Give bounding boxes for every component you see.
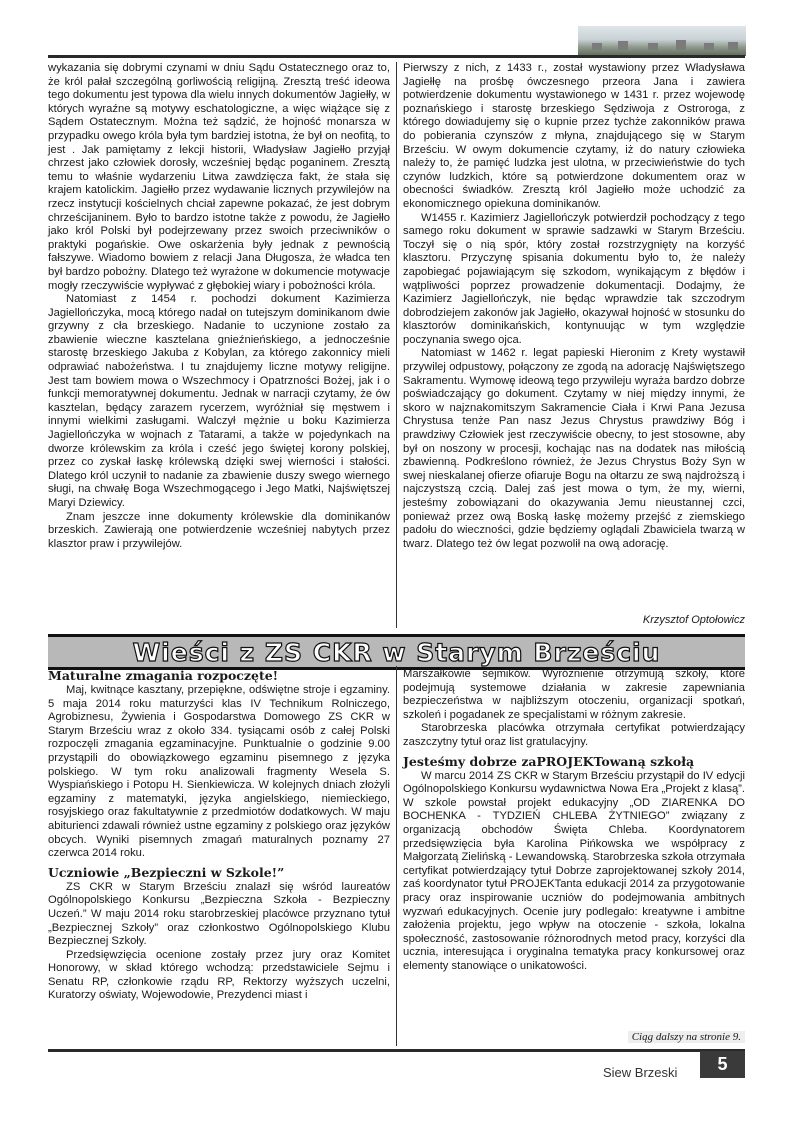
header-photo — [578, 26, 746, 56]
article-column-right — [403, 62, 745, 551]
news-heading: Maturalne zmagania rozpoczęte! — [48, 668, 279, 683]
news-paragraph: W marcu 2014 ZS CKR w Starym Brześciu przystąpił do IV edycji Ogólnopolskiego Konkursu wydawnictwa Nowa Era „Projekt z klasą”. W szkole powstał projekt edukacyjny „OD ZIARENKA DO BOCHENKA - TYDZIEŃ CHLEBA ŻYTNIEGO” związany z organizacją obchodów Święta Chleba. Koordynatorem przedsięwzięcia była Karolina Pińkowska we współpracy z Małgorzatą Zielińską - Lewandowską. Starobrzeska szkoła otrzymała certyfikat potwierdzający tytuł Dobrze zaprojektowanej szkoły 2014, zaś koordynator tytuł PROJEKTanta edukacji 2014 za przygotowanie pracy oraz inspirowanie uczniów do podejmowania ambitnych wyzwań edukacyjnych. Ocenie jury podlegało: kreatywne i ambitne założenia projektu, jego wpływ na otoczenie - szkoła, lokalna społeczność, zastosowanie różnorodnych metod pracy, korzyści dla ucznia, interesująca i oryginalna tematyka pracy konkursowej oraz elementy stanowiące o unikatowości. — [403, 769, 745, 972]
news-heading: Jesteśmy dobrze zaPROJEKTowaną szkołą — [403, 753, 695, 769]
section-banner — [48, 634, 745, 670]
column-divider — [396, 666, 397, 1046]
magazine-name: Siew Brzeski — [603, 1065, 678, 1080]
news-paragraph: ZS CKR w Starym Brześciu znalazł się wśród laureatów Ogólnopolskiego Konkursu „Bezpieczna Szkoła - Bezpieczny Uczeń.” W maju 2014 roku starobrzeskiej placówce przyznano tytuł „Bezpiecznej Szkoły” oraz członkostwo Ogólnopolskiego Klubu Bezpiecznej Szkoły. — [48, 880, 390, 948]
paragraph: Natomiast w 1462 r. legat papieski Hieronim z Krety wystawił przywilej odpustowy, połączony ze zgodą na adorację Najświętszego Sakramentu. Wymowę ideową tego przywileju wyraża bardzo dobrze poświadczający go dokument. Czytamy w niej między innymi, że skoro w najznakomitszym Sakramencie Ciała i Krwi Pana Jezusa Chrystusa tenże Pan nasz Jezus Chrystus prawdziwy Bóg i prawdziwy Człowiek jest rzeczywiście obecny, to jest stosowne, aby był on noszony w procesji, kochając nas na dodatek nas miłością zbawienną. Podkreślono również, że Jezus Chrystus Boży Syn w swej nieskalanej ofierze ofiaruje Bogu na ołtarzu ze swą najdroższą i najczystszą czcią. Dalej zaś jest mowa o tym, że my, wierni, jesteśmy zobowiązani do okazywania Jemu nieustannej czci, ponieważ przez ową Boską łaskę możemy przejść z ziemskiego padołu do wieczności, gdzie będziemy oglądali Zbawiciela twarzą w twarz. Dlatego też ów legat pozwolił na ową adorację. — [403, 347, 745, 550]
column-divider — [396, 62, 397, 628]
news-column-left — [48, 668, 390, 1003]
paragraph: Znam jeszcze inne dokumenty królewskie dla dominikanów brzeskich. Zawierają one potwierdzenie wcześniej nabytych przez klasztor praw i przywilejów. — [48, 510, 390, 550]
article-column-left — [48, 62, 390, 551]
page-number: 5 — [700, 1051, 745, 1078]
news-paragraph: Marszałkowie sejmików. Wyróżnienie otrzymują szkoły, które podejmują systemowe działania w zakresie zapewniania bezpieczeństwa w najbliższym otoczeniu, organizacji spotkań, szkoleń i pogadanek ze specjalistami w różnym zakresie. — [403, 668, 745, 721]
news-paragraph: Przedsięwzięcia ocenione zostały przez jury oraz Komitet Honorowy, w skład którego wchodzą: przedstawiciele Sejmu i Senatu RP, członkowie rządu RP, Rektorzy wyższych uczelni, Kuratorzy oświaty, Wojewodowie, Prezydenci miast i — [48, 948, 390, 1002]
paragraph: W1455 r. Kazimierz Jagiellończyk potwierdził pochodzący z tego samego roku dokument w sprawie sadzawki w Starym Brześciu. Toczył się o nią spór, który został rozstrzygnięty na korzyść klasztoru. Przyczynę spisania dokumentu było to, że należy zapobiegać pojawiającym się szkodom, wynikającym z błędów i wątpliwości poprzez prowadzenie dokumentacji. Dodajmy, że Kazimierz Jagiellończyk, nie będąc wprawdzie tak szczodrym dobrodziejem zakonów jak Jagiełło, okazywał hojność w stosunku do klasztorów dominikańskich, kontynuując w tym względzie poczynania swego ojca. — [403, 211, 745, 346]
banner-title: Wieści z ZS CKR w Starym Brześciu — [132, 637, 661, 667]
header-rule — [48, 55, 745, 58]
news-paragraph: Starobrzeska placówka otrzymała certyfikat potwierdzający zaszczytny tytuł oraz list gratulacyjny. — [403, 722, 745, 748]
news-heading: Uczniowie „Bezpieczni w Szkole!” — [48, 864, 285, 880]
paragraph: wykazania się dobrymi czynami w dniu Sądu Ostatecznego oraz to, że król pałał szczególną gorliwością religijną. Zresztą treść ideowa tego dokumentu jest typowa dla wielu innych dokumentów Jagiełły, w których wyraźne są motywy eschatologiczne, a więc wiążące się z Sądem Ostatecznym. Można też sądzić, że hojność monarsza w przypadku owego króla była tym bardziej istotna, że był on neofitą, to jest . Jak pamiętamy z lekcji historii, Władysław Jagiełło przyjął chrzest jako człowiek dorosły, wcześniej będąc poganinem. Zresztą temu to właśnie wydarzeniu Litwa zawdzięcza fakt, że stała się krajem katolickim. Jagiełło przez wydawanie licznych przywilejów na rzecz instytucji kościelnych chciał zapewne pokazać, że jest dobrym chrześcijaninem. Było to bardzo istotne także z powodu, że Jagiełło jako król Polski był podejrzewany przez swoich przeciwników o praktyki pogańskie. Owe oskarżenia były jednak z pewnością fałszywe. Wiadomo bowiem z relacji Jana Długosza, że władca ten był bardzo pobożny. Dlatego też wyrażone w dokumencie motywacje mogły rzeczywiście wypływać z głębokiej wiary i pobożności króla. — [48, 62, 390, 292]
paragraph: Natomiast z 1454 r. pochodzi dokument Kazimierza Jagiellończyka, mocą którego nadał on tutejszym dominikanom dwie grzywny z cła brzeskiego. Nadanie to uczynione zostało za zbawienie wieczne kasztelana gnieźnieńskiego, a jednocześnie starostę brzeskiego Jakuba z Kobylan, za którego zakonnicy mieli odprawiać nabożeństwa. I tu znajdujemy liczne motywy religijne. Jest tam bowiem mowa o Wszechmocy i Opatrzności Bożej, jak i o funkcji memoratywnej dokumentu. Jednak w narracji czytamy, że ów kasztelan, będący zarazem rycerzem, wyróżniał się męstwem i innymi wielkimi zasługami. Walczył mężnie u boku Kazimierza Jagiellończyka w wojnach z Tatarami, a także w pojedynkach na dworze królewskim za króla i cześć jego świętej korony polskiej, przez co zyskał łaskę królewską dzięki swej wierności i stałości. Dlatego król uczynił to nadanie za zbawienie duszy swego wiernego sługi, na chwałę Boga Wszechmogącego i Jego Matki, Najświętszej Maryi Dziewicy. — [48, 293, 390, 509]
article-author: Krzysztof Optołowicz — [642, 614, 745, 626]
news-paragraph: Maj, kwitnące kasztany, przepiękne, odświętne stroje i egzaminy. 5 maja 2014 roku maturzyści klas IV Technikum Rolniczego, Agrobiznesu, Żywienia i Gospodarstwa Domowego ZS CKR w Starym Brześciu wraz z około 334. tysiącami osób z całej Polski rozpoczęli zmagania egzaminacyjne. Punktualnie o godzinie 9.00 przystąpili do obowiązkowego egzaminu pisemnego z języka polskiego. W tym roku analizowali fragmenty Wesela S. Wyspiańskiego i Potopu H. Sienkiewicza. W kolejnych dniach złożyli egzaminy z matematyki, języka angielskiego, niemieckiego, rosyjskiego oraz fakultatywnie z przedmiotów dodatkowych. W maju abiturienci zdawali również ustne egzaminy z polskiego oraz języków obcych. Wyniki pisemnych zmagań maturalnych poznamy 27 czerwca 2014 roku. — [48, 684, 390, 860]
footer-rule — [48, 1049, 745, 1052]
paragraph: Pierwszy z nich, z 1433 r., został wystawiony przez Władysława Jagiełłę na prośbę ówczesnego przeora Jana i zawiera potwierdzenie dokumentu wystawionego w 1431 r. przez wojewodę poznańskiego i starostę brzeskiego Sędziwoja z Ostroroga, z którego dowiadujemy się o kupnie przez tychże zakonników prawa do pobierania czynszów z młyna, znajdującego się w Starym Brześciu. W owym dokumencie czytamy, iż do natury człowieka należy to, że pamięć ludzka jest ulotna, w przeciwieństwie do tych czynów ludzkich, które są potwierdzone dokumentem oraz w obecności świadków. Zresztą król Jagiełło może uchodzić za ekonomicznego opiekuna dominikanów. — [403, 62, 745, 210]
news-column-right — [403, 668, 745, 973]
continued-note: Ciąg dalszy na stronie 9. — [628, 1031, 745, 1043]
